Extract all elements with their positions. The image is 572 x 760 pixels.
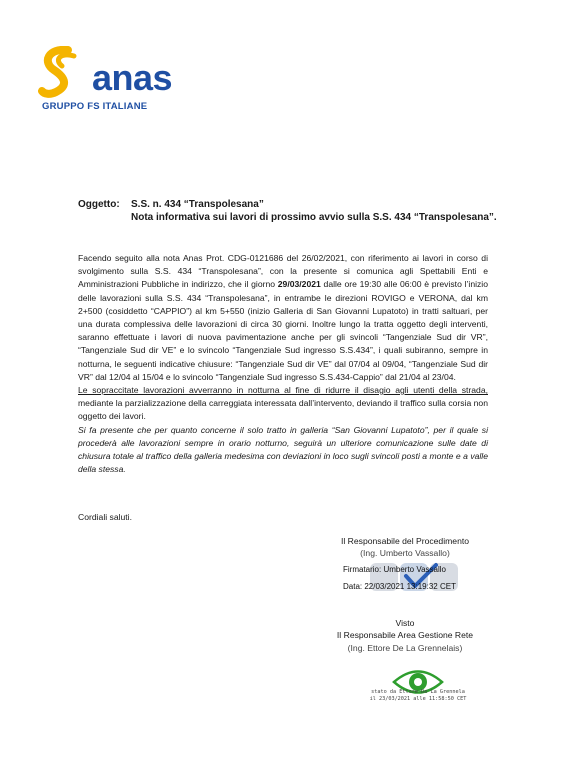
brand-subtitle: GRUPPO FS ITALIANE (42, 101, 148, 112)
subject-line-1: S.S. n. 434 “Transpolesana” (131, 199, 264, 210)
greeting: Cordiali saluti. (78, 512, 132, 522)
signature-title: Il Responsabile del Procedimento (340, 536, 470, 546)
stamp-signer: Firmatario: Umberto Vassallo (343, 565, 446, 574)
stamp-date: Data: 22/03/2021 13:19:32 CET (343, 582, 456, 591)
paragraph-1-end: dalle ore 19:30 alle 06:00 è previsto l’inizio delle lavorazioni sulla S.S. 434 “Transpolesana”, in entrambe le direzioni ROVIGO e VERONA, dal km 2+500 (cosiddetto “CAPPIO”) al km 5+550 (inizio Galleria di San Giovanni Lupatoto) in tratti saltuari, per una durata complessiva delle lavorazioni di circa 30 giorni. Inoltre lungo la tratta oggetto degli interventi, saranno effettuate i lavori di nuova pavimentazione anche per gli svincoli “Tangenziale Sud dir VR”, “Tangenziale Sud dir VE” e lo svincolo “Tangenziale Sud ingresso S.S.434”, i quali subiranno, sempre in notturna, le seguenti indicative chiusure: “Tangenziale Sud dir VE” dal 07/04 al 09/04, “Tangenziale Sud dir VR” dal 12/04 al 15/04 e lo svincolo “Tangenziale Sud ingresso S.S.434-Cappio” dal 21/04 al 23/04. (78, 279, 488, 382)
subject-line-2: Nota informativa sui lavori di prossimo avvio sulla S.S. 434 “Transpolesana”. (131, 212, 497, 223)
paragraph-2-rest: mediante la parzializzazione della carreggiata interessata dall’intervento, deviando il traffico sulla corsia non oggetto dei lavori. (78, 398, 488, 422)
paragraph-3: Si fa presente che per quanto concerne il solo tratto in galleria “San Giovanni Lupatoto”, per il quale si procederà alle lavorazioni sempre in orario notturno, seguirà un ulteriore comunicazione sulle date di chiusura totale al traffico della galleria medesima con deviazioni in loco sugli svincoli posti a monte e a valle della stessa. (78, 424, 488, 475)
approver-name: (Ing. Ettore De La Grennelais) (347, 643, 463, 653)
signature-name: (Ing. Umberto Vassallo) (360, 548, 450, 558)
approval-stamp-text (338, 689, 498, 703)
paragraph-1 (78, 252, 488, 384)
paragraph-1-start: Facendo seguito alla nota Anas Prot. CDG-0121686 del 26/02/2021, con riferimento ai lavori in corso di svolgimento sulla S.S. 434 “Transpolesana”, con la presente si comunica agli Spettabili Enti e Amministrazioni Pubbliche in indirizzo, che il giorno (78, 253, 488, 290)
brand-name: anas (92, 57, 173, 98)
paragraph-2 (78, 384, 488, 424)
approval-stamp-line-1: stato da Ettore De La Grennela (371, 689, 465, 695)
paragraph-2-underlined: Le sopraccitate lavorazioni avverranno in notturna al fine di ridurre il disagio agli utenti della strada, (78, 385, 488, 396)
visto-label: Visto (395, 618, 415, 628)
approval-stamp-line-2: il 23/03/2021 alle 11:58:50 CET (369, 696, 467, 702)
start-date: 29/03/2021 (277, 279, 321, 290)
letter-body (78, 252, 488, 476)
subject-label: Oggetto: (78, 199, 120, 210)
anas-logo-mark (38, 46, 86, 100)
signature-stamp-text (343, 561, 456, 595)
approver-title: Il Responsabile Area Gestione Rete (336, 630, 474, 640)
